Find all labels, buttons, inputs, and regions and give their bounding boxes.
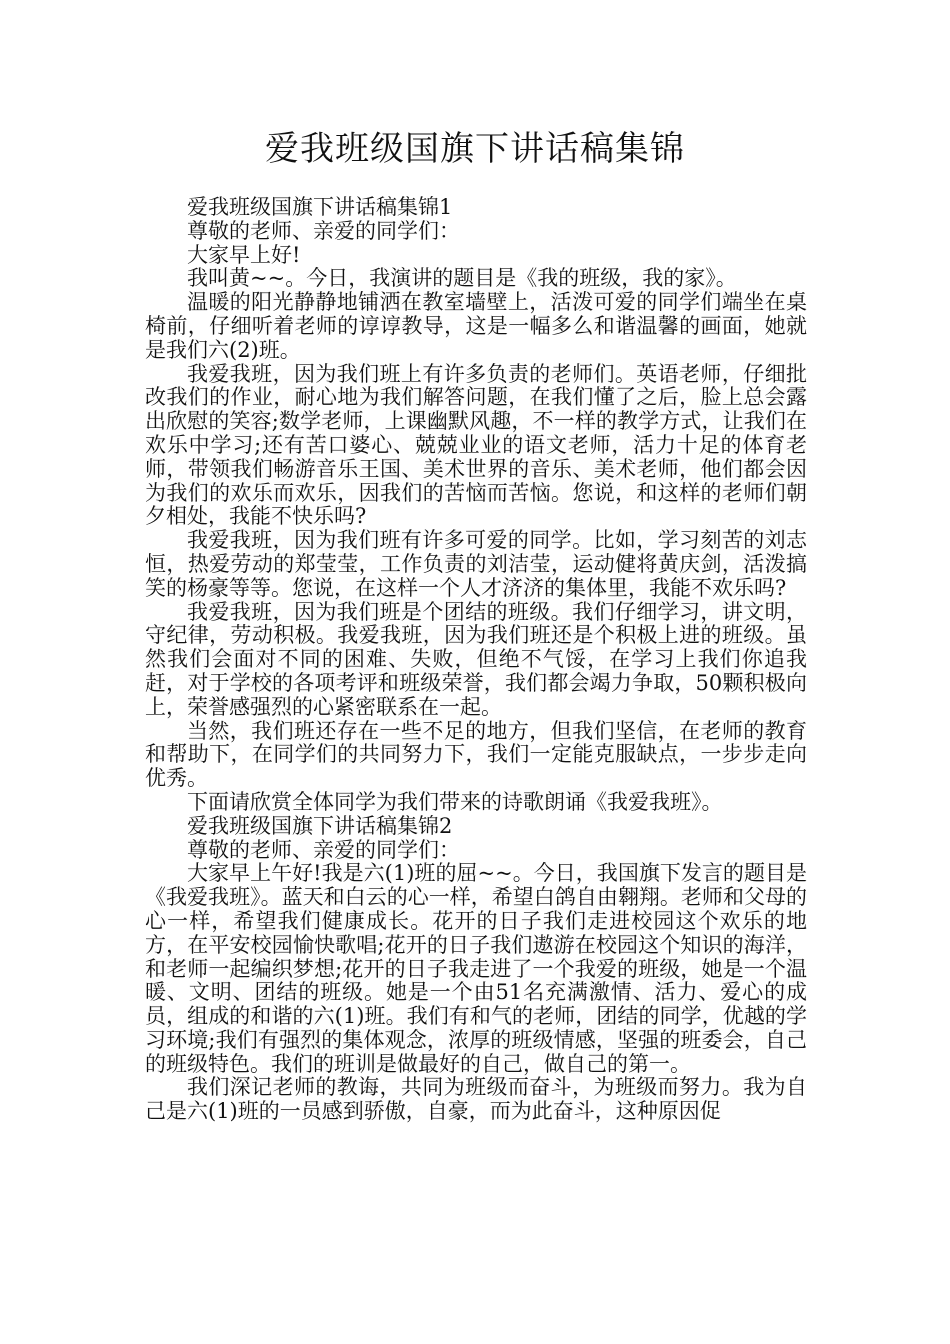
paragraph: 大家早上好! bbox=[187, 242, 301, 267]
paragraph: 温暖的阳光静静地铺洒在教室墙壁上，活泼可爱的同学们端坐在桌椅前，仔细听着老师的谆谆教导，这是一幅多么和谐温馨的画面，她就是我们六(2)班。 bbox=[145, 290, 807, 362]
document-title: 爱我班级国旗下讲话稿集锦 bbox=[265, 129, 685, 169]
document-body bbox=[145, 196, 807, 1124]
paragraph: 下面请欣赏全体同学为我们带来的诗歌朗诵《我爱我班》。 bbox=[187, 789, 723, 814]
paragraph: 当然，我们班还存在一些不足的地方，但我们坚信，在老师的教育和帮助下，在同学们的共同努力下，我们一定能克服缺点，一步步走向优秀。 bbox=[145, 718, 807, 791]
paragraph: 大家早上午好!我是六(1)班的屈~~。今日，我国旗下发言的题目是《我爱我班》。蓝天和白云的心一样，希望白鸽自由翱翔。老师和父母的心一样，希望我们健康成长。花开的日子我们走进校园这个欢乐的地方，在平安校园愉快歌唱;花开的日子我们遨游在校园这个知识的海洋，和老师一起编织梦想;花开的日子我走进了一个我爱的班级，她是一个温暖、文明、团结的班级。她是一个由51名充满激情、活力、爱心的成员，组成的和谐的六(1)班。我们有和气的老师，团结的同学，优越的学习环境;我们有强烈的集体观念，浓厚的班级情感，坚强的班委会，自己的班级特色。我们的班训是做最好的自己，做自己的第一。 bbox=[145, 861, 807, 1076]
paragraph: 爱我班级国旗下讲话稿集锦2 bbox=[187, 813, 453, 838]
paragraph: 爱我班级国旗下讲话稿集锦1 bbox=[187, 195, 453, 219]
paragraph: 我叫黄~~。今日，我演讲的题目是《我的班级，我的家》。 bbox=[187, 266, 737, 291]
paragraph: 我们深记老师的教诲，共同为班级而奋斗，为班级而努力。我为自己是六(1)班的一员感到骄傲，自豪，而为此奋斗，这种原因促 bbox=[145, 1075, 807, 1124]
paragraph: 尊敬的老师、亲爱的同学们： bbox=[187, 218, 460, 243]
paragraph: 我爱我班，因为我们班上有许多负责的老师们。英语老师，仔细批改我们的作业，耐心地为我们解答问题，在我们懂了之后，脸上总会露出欣慰的笑容;数学老师，上课幽默风趣，不一样的教学方式，让我们在欢乐中学习;还有苦口婆心、兢兢业业的语文老师，活力十足的体育老师，带领我们畅游音乐王国、美术世界的音乐、美术老师，他们都会因为我们的欢乐而欢乐，因我们的苦恼而苦恼。您说，和这样的老师们朝夕相处，我能不快乐吗? bbox=[145, 361, 807, 529]
paragraph: 我爱我班，因为我们班有许多可爱的同学。比如，学习刻苦的刘志恒，热爱劳动的郑莹莹，工作负责的刘洁莹，运动健将黄庆剑，活泼搞笑的杨豪等等。您说，在这样一个人才济济的集体里，我能不欢乐吗? bbox=[145, 528, 807, 600]
paragraph: 我爱我班，因为我们班是个团结的班级。我们仔细学习，讲文明，守纪律，劳动积极。我爱我班，因为我们班还是个积极上进的班级。虽然我们会面对不同的困难、失败，但绝不气馁，在学习上我们你追我赶，对于学校的各项考评和班级荣誉，我们都会竭力争取，50颗积极向上，荣誉感强烈的心紧密联系在一起。 bbox=[145, 599, 807, 719]
paragraph: 尊敬的老师、亲爱的同学们： bbox=[187, 837, 460, 862]
